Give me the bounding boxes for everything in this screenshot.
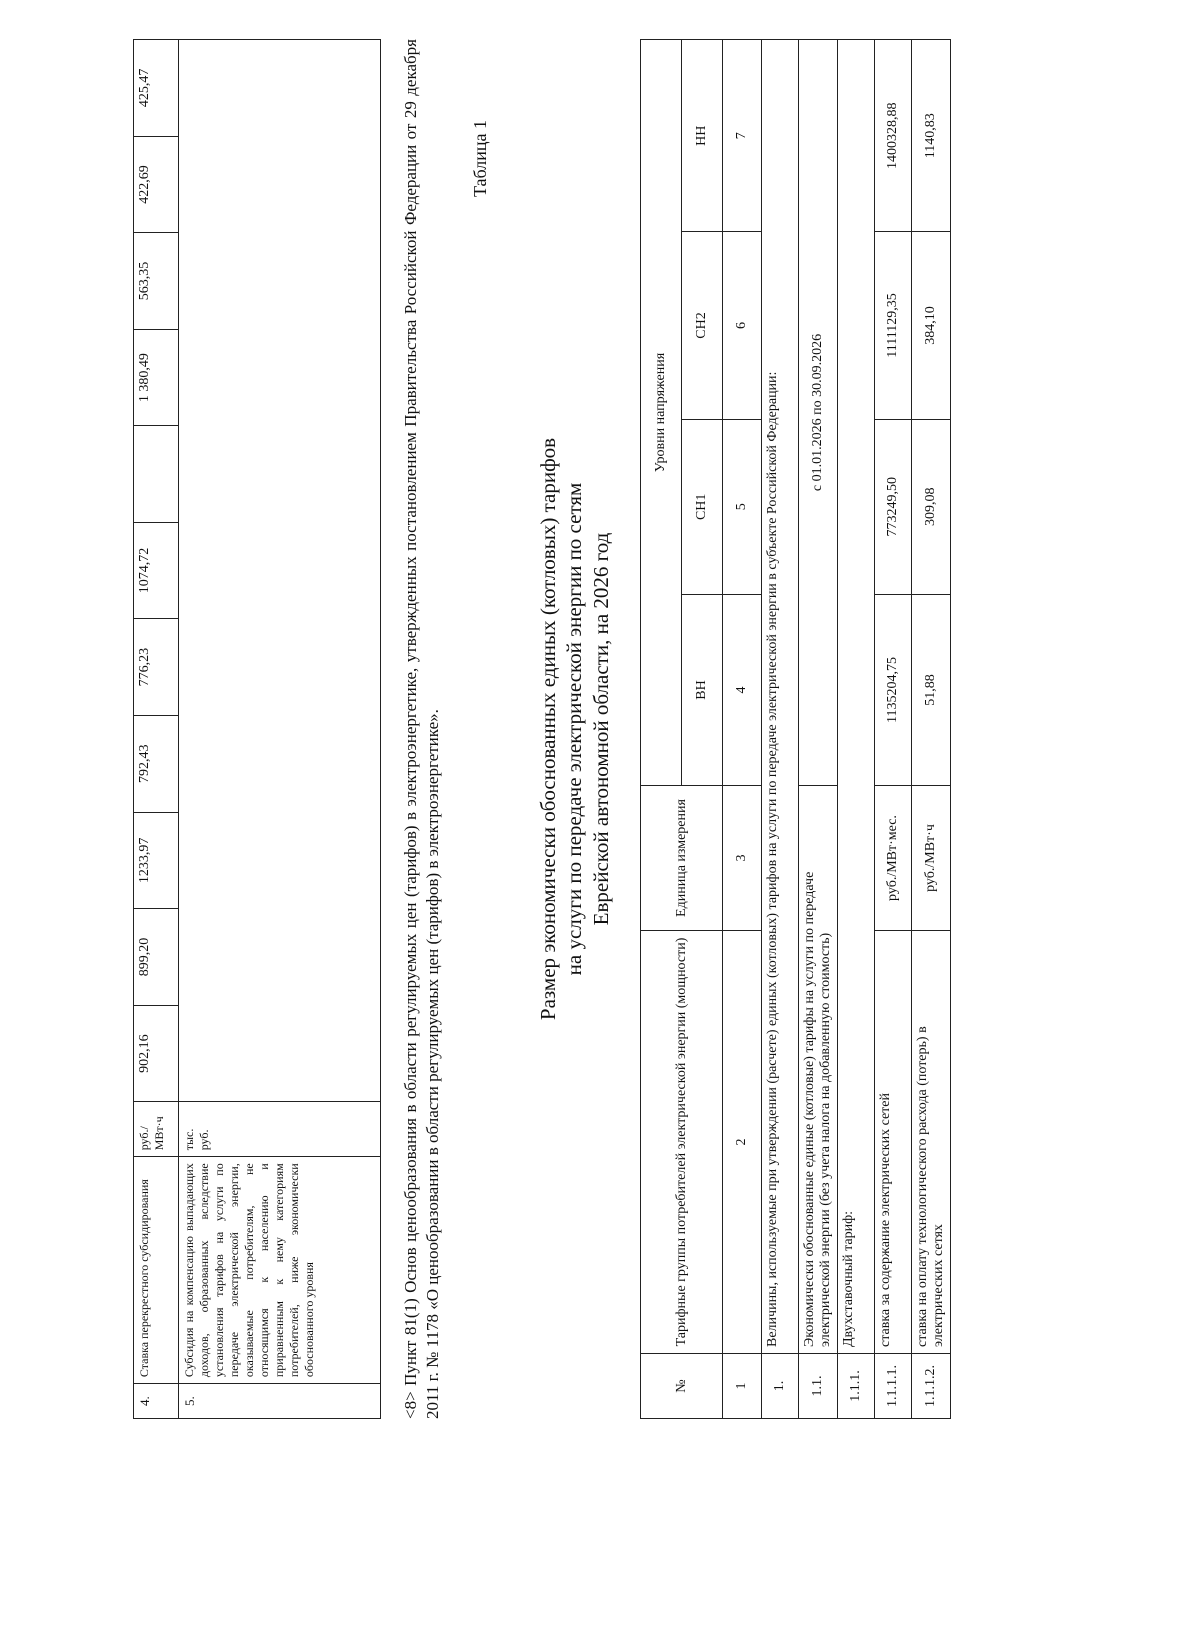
row-number: 1.	[762, 1354, 799, 1419]
index-cell: 4	[723, 594, 762, 785]
index-cell: 5	[723, 419, 762, 594]
empty-values-cell	[179, 40, 381, 1102]
value-sn2: 384,10	[912, 232, 951, 419]
value-cell: 1233,97	[134, 812, 179, 909]
row-unit: руб./МВт·мес.	[875, 786, 912, 931]
table-row	[799, 40, 838, 1419]
tariff-table	[640, 39, 951, 1419]
row-number: 1.1.1.2.	[912, 1354, 951, 1419]
title-line: Размер экономически обоснованных единых (котловых) тарифов	[536, 437, 560, 1021]
value-vn: 51,88	[912, 594, 951, 785]
index-cell: 3	[723, 786, 762, 931]
table-row	[875, 40, 912, 1419]
row-number: 5.	[179, 1384, 381, 1419]
header-levels: Уровни напряжения	[641, 40, 682, 786]
value-cell: 563,35	[134, 233, 179, 330]
value-cell: 422,69	[134, 136, 179, 233]
row-number: 1.1.	[799, 1354, 838, 1419]
period-cell: с 01.01.2026 по 30.09.2026	[799, 40, 838, 786]
index-cell: 1	[723, 1354, 762, 1419]
value-cell: 792,43	[134, 715, 179, 812]
index-cell: 7	[723, 40, 762, 232]
value-sn2: 1111129,35	[875, 232, 912, 419]
value-vn: 1135204,75	[875, 594, 912, 785]
index-cell: 2	[723, 931, 762, 1354]
row-unit: тыс. руб.	[179, 1102, 381, 1157]
row-text: ставка за содержание электрических сетей	[875, 931, 912, 1354]
row-text: Экономически обоснованные единые (котловые) тарифы на услуги по передаче электрической энергии (без учета налога на добавленную стоимость)	[799, 786, 838, 1354]
value-cell	[134, 426, 179, 522]
value-sn1: 309,08	[912, 419, 951, 594]
table-row	[838, 40, 875, 1419]
table-row	[134, 40, 179, 1419]
value-cell: 899,20	[134, 909, 179, 1006]
value-cell: 776,23	[134, 619, 179, 716]
title-line: Еврейской автономной области, на 2026 год	[588, 532, 613, 926]
value-cell: 1 380,49	[134, 329, 179, 426]
document-title	[535, 39, 614, 1419]
value-sn1: 773249,50	[875, 419, 912, 594]
row-number: 1.1.1.1.	[875, 1354, 912, 1419]
row-text: ставка на оплату технологического расхода (потерь) в электрических сетях	[912, 931, 951, 1354]
title-line: на услуги по передаче электрической энергии по сетям	[562, 482, 587, 976]
value-nn: 1140,83	[912, 40, 951, 232]
row-number: 1.1.1.	[838, 1354, 875, 1419]
header-row	[641, 40, 682, 1419]
value-cell: 902,16	[134, 1005, 179, 1102]
table-row	[762, 40, 799, 1419]
header-vn: ВН	[682, 594, 723, 785]
row-name: Ставка перекрестного субсидирования	[134, 1157, 179, 1384]
index-row	[723, 40, 762, 1419]
header-group: Тарифные группы потребителей электрической энергии (мощности)	[641, 931, 723, 1354]
row-number: 4.	[134, 1384, 179, 1419]
header-nn: НН	[682, 40, 723, 232]
table-row	[912, 40, 951, 1419]
index-cell: 6	[723, 232, 762, 419]
header-num: №	[641, 1354, 723, 1419]
value-cell: 1074,72	[134, 522, 179, 619]
value-nn: 1400328,88	[875, 40, 912, 232]
footnote: <8> Пункт 81(1) Основ ценообразования в области регулируемых цен (тарифов) в электроэнергетике, утвержденных постановлением Правительства Российской Федерации от 29 декабря 2011 г. № 1178 «О ценообразовании в области регулируемых цен (тарифов) в электроэнергетике».	[401, 39, 443, 1419]
row-text: Двухставочный тариф:	[838, 40, 875, 1354]
row-unit: руб./МВт·ч	[912, 786, 951, 931]
header-sn1: СН1	[682, 419, 723, 594]
header-unit: Единица измерения	[641, 786, 723, 931]
row-name: Субсидия на компенсацию выпадающих доходов, образованных вследствие установления тарифов на услуги по передаче электрической энергии, оказываемые потребителям, не относящимся к населению и приравненным к нему категориям потребителей, ниже экономически обоснованного уровня	[179, 1157, 381, 1384]
section-text: Величины, используемые при утверждении (расчете) единых (котловых) тарифов на услуги по передаче электрической энергии в субъекте Российской Федерации:	[762, 40, 799, 1354]
header-sn2: СН2	[682, 232, 723, 419]
table-row	[179, 40, 381, 1419]
row-unit: руб./МВт·ч	[134, 1102, 179, 1157]
value-cell: 425,47	[134, 40, 179, 137]
table-label: Таблица 1	[470, 120, 490, 197]
subsidy-table	[133, 39, 381, 1419]
